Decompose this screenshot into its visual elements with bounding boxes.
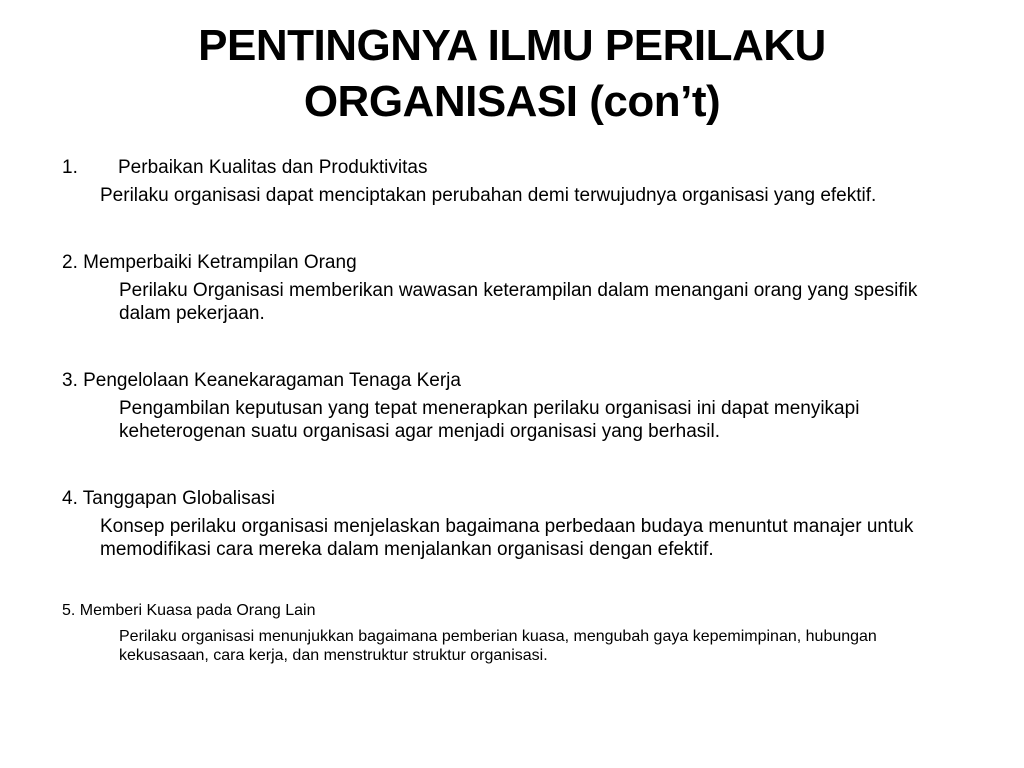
item-spacer bbox=[62, 207, 982, 251]
item-heading: 5. Memberi Kuasa pada Orang Lain bbox=[62, 602, 316, 619]
item-spacer bbox=[62, 443, 982, 487]
list-item bbox=[62, 251, 982, 325]
item-spacer bbox=[62, 561, 982, 601]
item-description: Perilaku organisasi dapat menciptakan perubahan demi terwujudnya organisasi yang efektif. bbox=[100, 185, 877, 206]
slide-title-line-1: PENTINGNYA ILMU PERILAKU bbox=[198, 21, 826, 70]
list-item bbox=[62, 601, 982, 665]
slide-title bbox=[80, 18, 944, 130]
item-description: Pengambilan keputusan yang tepat menerapkan perilaku organisasi ini dapat menyikapi keheterogenan suatu organisasi agar menjadi organisasi yang berhasil. bbox=[119, 398, 860, 442]
item-heading: 2. Memperbaiki Ketrampilan Orang bbox=[62, 252, 357, 273]
item-heading: 4. Tanggapan Globalisasi bbox=[62, 488, 276, 509]
item-spacer bbox=[62, 325, 982, 369]
slide-body bbox=[62, 156, 982, 665]
item-description: Konsep perilaku organisasi menjelaskan bagaimana perbedaan budaya menuntut manajer untuk memodifikasi cara mereka dalam menjalankan organisasi dengan efektif. bbox=[100, 516, 914, 560]
item-heading bbox=[62, 156, 982, 180]
list-item bbox=[62, 156, 982, 207]
item-heading: 3. Pengelolaan Keanekaragaman Tenaga Kerja bbox=[62, 370, 461, 391]
slide-title-line-2: ORGANISASI (con’t) bbox=[303, 77, 721, 126]
item-description: Perilaku organisasi menunjukkan bagaimana pemberian kuasa, mengubah gaya kepemimpinan, hubungan kekusasaan, cara kerja, dan menstruktur struktur organisasi. bbox=[119, 628, 877, 664]
item-heading-text: Perbaikan Kualitas dan Produktivitas bbox=[118, 157, 428, 178]
item-number: 1. bbox=[62, 157, 78, 178]
item-description: Perilaku Organisasi memberikan wawasan keterampilan dalam menangani orang yang spesifik dalam pekerjaan. bbox=[119, 280, 918, 324]
list-item bbox=[62, 487, 982, 561]
list-item bbox=[62, 369, 982, 443]
